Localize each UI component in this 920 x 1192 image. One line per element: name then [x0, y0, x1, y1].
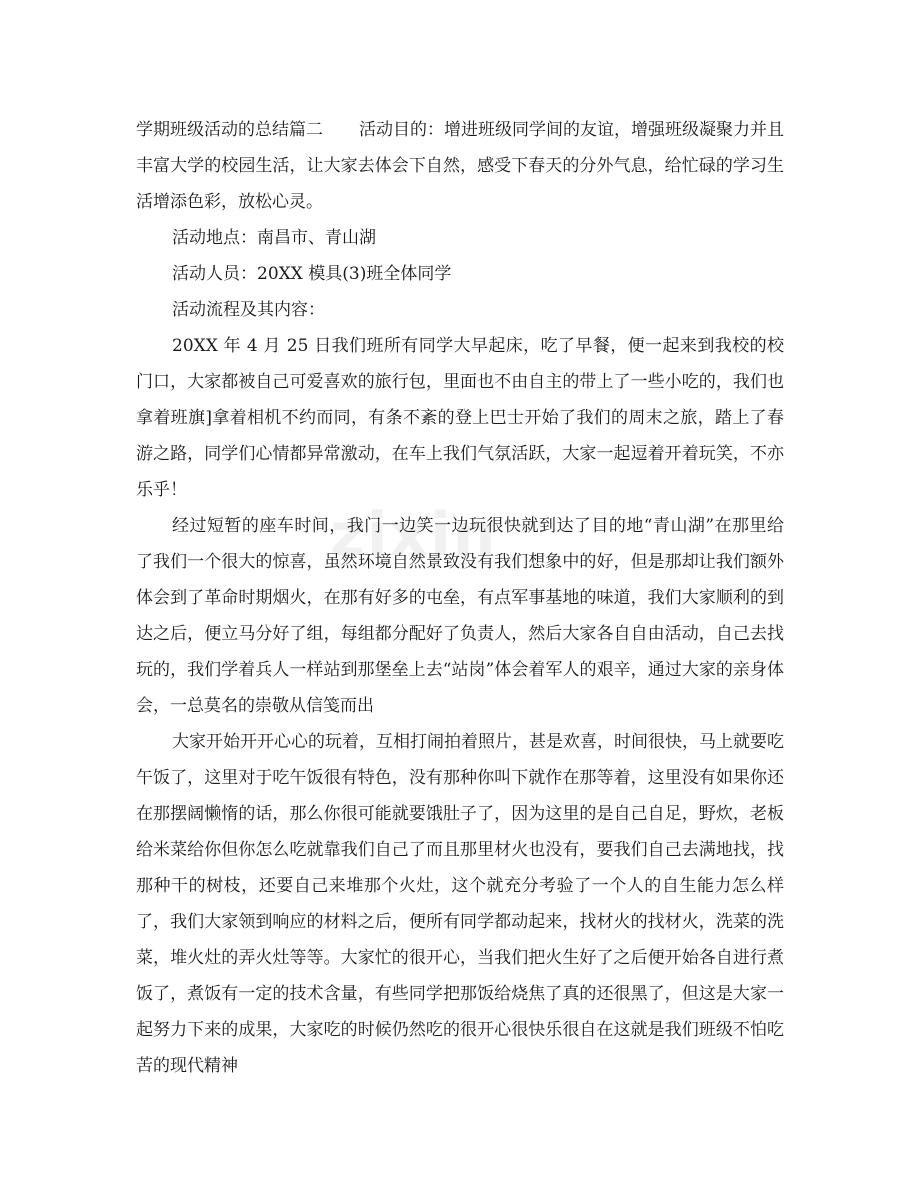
body-paragraph-2: 经过短暂的座车时间，我门一边笑一边玩很快就到达了目的地“青山湖”在那里给了我们一个很大的惊喜，虽然环境自然景致没有我们想象中的好，但是那却让我们额外体会到了革命时期烟火，在那有好多的屯垒，有点军事基地的味道，我们大家顺利的到达之后，便立马分好了组，每组都分配好了负责人，然后大家各自自由活动，自己去找玩的，我们学着兵人一样站到那堡垒上去“站岗”体会着军人的艰辛，通过大家的亲身体会，一总莫名的崇敬从信笺而出: [136, 516, 784, 716]
activity-location: 活动地点：南昌市、青山湖: [172, 228, 376, 248]
document-body: [136, 112, 784, 1084]
activity-participants: 活动人员：20XX 模具(3)班全体同学: [172, 264, 452, 284]
body-paragraph-1: 20XX 年 4 月 25 日我们班所有同学大早起床，吃了早餐，便一起来到我校的校门口，大家都被自己可爱喜欢的旅行包，里面也不由自主的带上了一些小吃的，我们也拿着班旗]拿着相机不约而同，有条不紊的登上巴士开始了我们的周末之旅，踏上了春游之路，同学们心情都异常激动，在车上我们气氛活跃，大家一起逗着开着玩笑，不亦乐乎！: [136, 336, 784, 500]
process-heading: 活动流程及其内容：: [172, 300, 325, 320]
intro-paragraph: [136, 112, 784, 220]
body-paragraph-3: 大家开始开开心心的玩着，互相打闹拍着照片，甚是欢喜，时间很快，马上就要吃午饭了，这里对于吃午饭很有特色，没有那种你叫下就作在那等着，这里没有如果你还在那摆阔懒惰的话，那么你很可能就要饿肚子了，因为这里的是自己自足，野炊，老板给米菜给你但你怎么吃就靠我们自己了而且那里材火也没有，要我们自己去满地找，找那种干的树枝，还要自己来堆那个火灶，这个就充分考验了一个人的自生能力怎么样了，我们大家领到响应的材料之后，便所有同学都动起来，找材火的找材火，洗菜的洗菜，堆火灶的弄火灶等等。大家忙的很开心，当我们把火生好了之后便开始各自进行煮饭了，煮饭有一定的技术含量，有些同学把那饭给烧焦了真的还很黑了，但这是大家一起努力下来的成果，大家吃的时候仍然吃的很开心很快乐很自在这就是我们班级不怕吃苦的现代精神: [136, 732, 784, 1076]
activity-purpose: 活动目的：增进班级同学间的友谊，增强班级凝聚力并且丰富大学的校园生活，让大家去体会下自然，感受下春天的分外气息，给忙碌的学习生活增添色彩，放松心灵。: [136, 120, 784, 212]
watermark-logo: zixin: [330, 500, 498, 570]
document-title: 学期班级活动的总结篇二: [136, 120, 323, 140]
